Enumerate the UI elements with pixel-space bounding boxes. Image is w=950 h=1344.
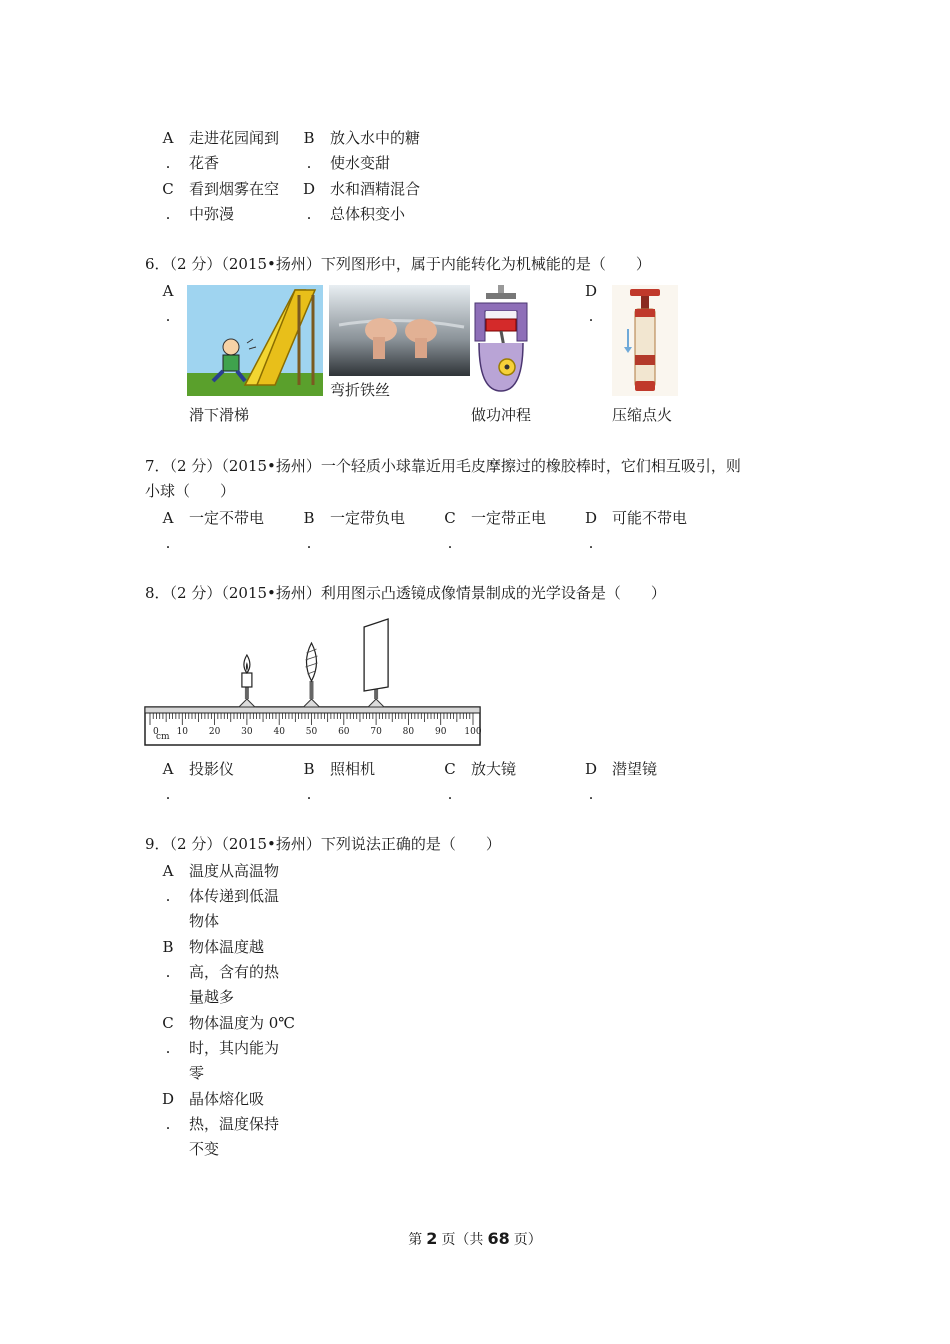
q5-option-b-letter: B: [303, 129, 315, 147]
q7-option-d-letter: D: [584, 509, 598, 527]
q9-option-a-line1: 温度从高温物: [189, 862, 280, 880]
ruler-tick-label: 80: [402, 727, 415, 737]
q8-option-d-dot: .: [588, 785, 594, 803]
q9-option-c-dot: .: [165, 1039, 171, 1057]
q6-option-d-letter: D: [584, 282, 598, 300]
q8-option-c-dot: .: [447, 785, 453, 803]
bending-wire-image: [329, 285, 470, 376]
q5-option-c-line2: 中弥漫: [189, 205, 235, 223]
q5-option-c-dot: .: [165, 205, 171, 223]
ruler-tick-label: 50: [305, 727, 318, 737]
q5-option-d-dot: .: [306, 205, 312, 223]
q9-option-b-line3: 量越多: [189, 988, 235, 1006]
ruler-tick-label: 0: [153, 727, 159, 737]
q5-option-d-line1: 水和酒精混合: [330, 180, 421, 198]
ruler-tick-label: 20: [208, 727, 221, 737]
q7-option-b-dot: .: [306, 534, 312, 552]
candle: [239, 655, 255, 707]
q6-option-d-dot: .: [588, 307, 594, 325]
q8-option-a-text: 投影仪: [189, 760, 235, 778]
q9-option-d-line3: 不变: [189, 1140, 220, 1158]
q6-option-b-caption: 弯折铁丝: [330, 381, 391, 399]
q8-stem: 8．（2 分）（2015•扬州）利用图示凸透镜成像情景制成的光学设备是（ ）: [145, 584, 666, 602]
q6-option-d-caption: 压缩点火: [612, 406, 673, 424]
q9-option-a-line3: 物体: [189, 912, 220, 930]
q7-stem-line1: 7．（2 分）（2015•扬州）一个轻质小球靠近用毛皮摩擦过的橡胶棒时，它们相互吸引，则: [145, 457, 741, 475]
q5-option-a-dot: .: [165, 154, 171, 172]
slide-image: [187, 285, 323, 396]
compression-tube-image: [612, 285, 678, 396]
q5-option-b-dot: .: [306, 154, 312, 172]
ruler-tick-label: 90: [434, 727, 447, 737]
q9-option-d-letter: D: [161, 1090, 175, 1108]
optical-bench-diagram: [145, 615, 481, 747]
q8-option-b-text: 照相机: [330, 760, 376, 778]
q9-option-b-line1: 物体温度越: [189, 938, 265, 956]
page-footer: [0, 1227, 950, 1252]
ruler-tick-label: 60: [338, 727, 350, 737]
footer-suffix: 页）: [513, 1232, 542, 1248]
q6-option-a-dot: .: [165, 307, 171, 325]
q8-option-b-dot: .: [306, 785, 312, 803]
q7-option-d-text: 可能不带电: [612, 509, 688, 527]
q9-option-a-line2: 体传递到低温: [189, 887, 280, 905]
q8-option-c-text: 放大镜: [471, 760, 517, 778]
q7-option-c-letter: C: [444, 509, 456, 527]
ruler-tick-label: 70: [370, 727, 382, 737]
q5-option-d-line2: 总体积变小: [330, 205, 406, 223]
q5-option-d-letter: D: [302, 180, 316, 198]
q9-option-b-dot: .: [165, 963, 171, 981]
q7-option-a-dot: .: [165, 534, 171, 552]
ruler-tick-label: 30: [241, 727, 253, 737]
q7-stem-line2: 小球（ ）: [145, 482, 236, 500]
q7-option-c-text: 一定带正电: [471, 509, 547, 527]
q9-option-c-line1: 物体温度为 0℃: [189, 1014, 296, 1032]
q5-option-a-letter: A: [162, 129, 174, 147]
q9-option-a-letter: A: [162, 862, 174, 880]
footer-page-number: 2: [426, 1229, 438, 1248]
q5-option-a-line2: 花香: [189, 154, 220, 172]
q7-option-a-letter: A: [162, 509, 174, 527]
q9-option-d-dot: .: [165, 1115, 171, 1133]
engine-image: [471, 285, 532, 396]
q9-option-b-letter: B: [162, 938, 174, 956]
q9-option-c-line2: 时，其内能为: [189, 1039, 280, 1057]
ruler-tick-label: 40: [273, 727, 285, 737]
q9-option-d-line2: 热，温度保持: [189, 1115, 280, 1133]
q5-option-b-line2: 使水变甜: [330, 154, 391, 172]
q9-option-d-line1: 晶体熔化吸: [189, 1090, 265, 1108]
ruler-tick-label: 100: [464, 727, 482, 737]
q8-option-a-dot: .: [165, 785, 171, 803]
q5-option-a-line1: 走进花园闻到: [189, 129, 280, 147]
footer-prefix: 第: [408, 1232, 423, 1248]
q8-option-a-letter: A: [162, 760, 174, 778]
q9-option-c-line3: 零: [189, 1064, 205, 1082]
ruler-rail: [145, 707, 480, 713]
q8-option-d-letter: D: [584, 760, 598, 778]
convex-lens: [304, 643, 320, 707]
q9-option-c-letter: C: [162, 1014, 174, 1032]
q5-option-c-letter: C: [162, 180, 174, 198]
ruler-tick-label: 10: [176, 727, 189, 737]
q7-option-b-letter: B: [303, 509, 315, 527]
q9-option-b-line2: 高，含有的热: [189, 963, 280, 981]
q6-option-c-caption: 做功冲程: [471, 406, 532, 424]
footer-total-pages: 68: [487, 1229, 510, 1248]
q8-option-c-letter: C: [444, 760, 456, 778]
q8-option-b-letter: B: [303, 760, 315, 778]
q7-option-d-dot: .: [588, 534, 594, 552]
footer-middle: 页（共: [441, 1232, 484, 1248]
q7-option-b-text: 一定带负电: [330, 509, 406, 527]
q7-option-a-text: 一定不带电: [189, 509, 265, 527]
q6-stem: 6．（2 分）（2015•扬州）下列图形中，属于内能转化为机械能的是（ ）: [145, 255, 651, 273]
ruler-unit-label: cm: [156, 732, 170, 742]
q9-stem: 9．（2 分）（2015•扬州）下列说法正确的是（ ）: [145, 835, 501, 853]
q6-option-a-caption: 滑下滑梯: [189, 406, 250, 424]
q6-option-a-letter: A: [162, 282, 174, 300]
q5-option-b-line1: 放入水中的糖: [330, 129, 421, 147]
q5-option-c-line1: 看到烟雾在空: [189, 180, 280, 198]
light-screen: [364, 619, 388, 707]
q7-option-c-dot: .: [447, 534, 453, 552]
q8-option-d-text: 潜望镜: [612, 760, 658, 778]
q9-option-a-dot: .: [165, 887, 171, 905]
